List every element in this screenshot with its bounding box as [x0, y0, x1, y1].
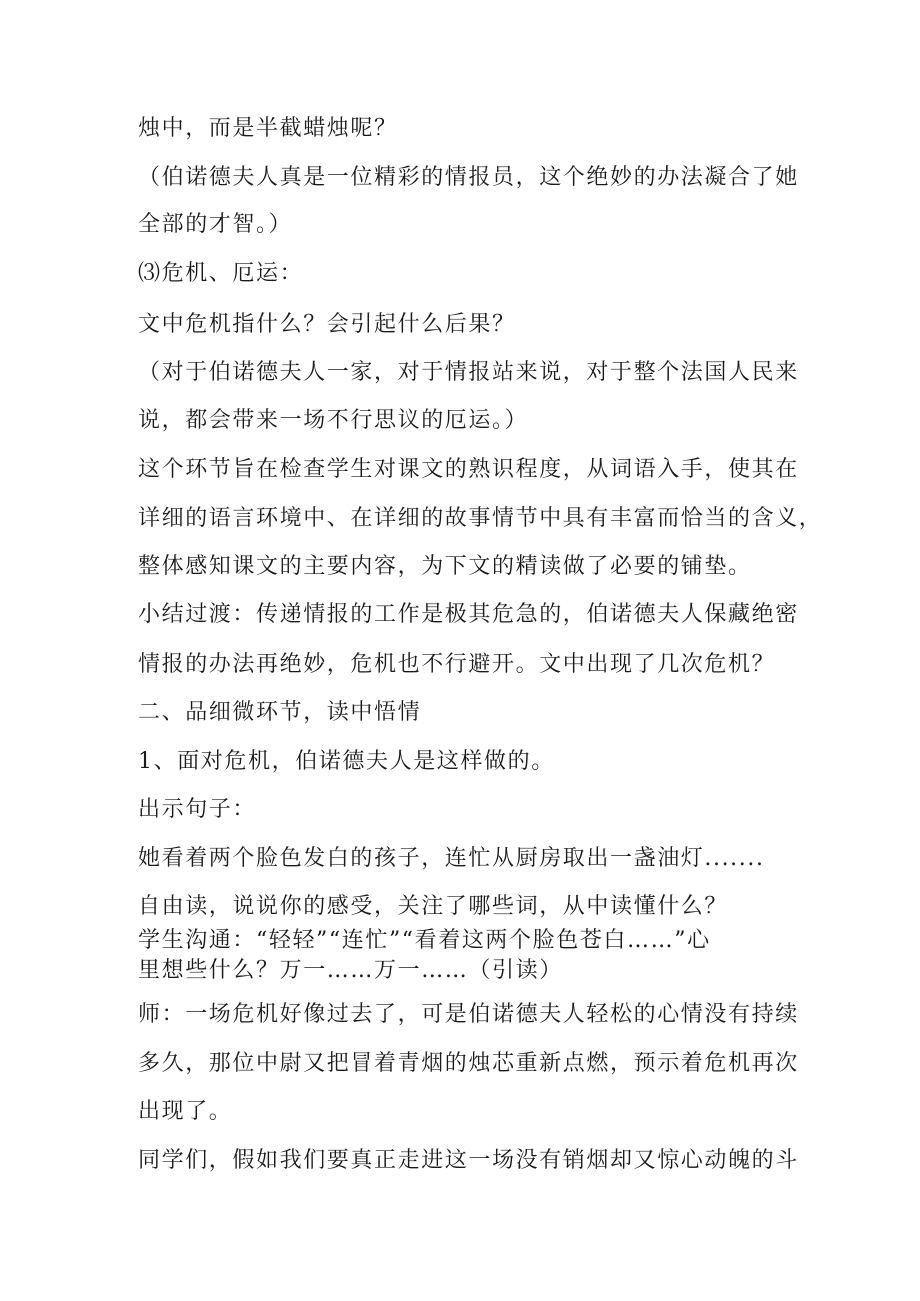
text-line: 里想些什么？万一……万一……（引读）: [138, 958, 563, 983]
text-line: 烛中，而是半截蜡烛呢？: [138, 116, 398, 141]
text-line: 详细的语言环境中、在详细的故事情节中具有丰富而恰当的含义，: [138, 506, 823, 531]
text-line: 说，都会带来一场不行思议的厄运。）: [138, 408, 529, 433]
text-line: 这个环节旨在检查学生对课文的熟识程度，从词语入手，使其在: [138, 457, 799, 482]
text-line: 文中危机指什么？会引起什么后果？: [138, 312, 516, 337]
text-line: 全部的才智。）: [138, 212, 293, 237]
text-line: 出现了。: [138, 1099, 233, 1124]
text-line: 她看着两个脸色发白的孩子，连忙从厨房取出一盏油灯.......: [138, 846, 765, 871]
text-line: （对于伯诺德夫人一家，对于情报站来说，对于整个法国人民来: [138, 360, 799, 385]
section-heading: 二、品细微环节，读中悟情: [138, 700, 422, 725]
text-line: ⑶危机、厄运：: [138, 261, 304, 286]
text-line: 小结过渡：传递情报的工作是极其危急的，伯诺德夫人保藏绝密: [138, 602, 799, 627]
text-line: 多久，那位中尉又把冒着青烟的烛芯重新点燃，预示着危机再次: [138, 1051, 799, 1076]
text-line: 同学们，假如我们要真正走进这一场没有销烟却又惊心动魄的斗: [138, 1148, 799, 1173]
text-line: （伯诺德夫人真是一位精彩的情报员，这个绝妙的办法凝合了她: [138, 165, 799, 190]
text-line: 1、面对危机，伯诺德夫人是这样做的。: [138, 749, 555, 774]
text-line: 自由读，说说你的感受，关注了哪些词，从中读懂什么？: [138, 894, 729, 919]
text-line: 出示句子：: [138, 797, 257, 822]
text-line: 整体感知课文的主要内容，为下文的精读做了必要的铺垫。: [138, 554, 752, 579]
text-line: 学生沟通：“轻轻”“连忙”“看着这两个脸色苍白……”心: [138, 928, 711, 953]
text-line: 情报的办法再绝妙，危机也不行避开。文中出现了几次危机？: [138, 652, 776, 677]
text-line: 师：一场危机好像过去了，可是伯诺德夫人轻松的心情没有持续: [138, 1002, 799, 1027]
